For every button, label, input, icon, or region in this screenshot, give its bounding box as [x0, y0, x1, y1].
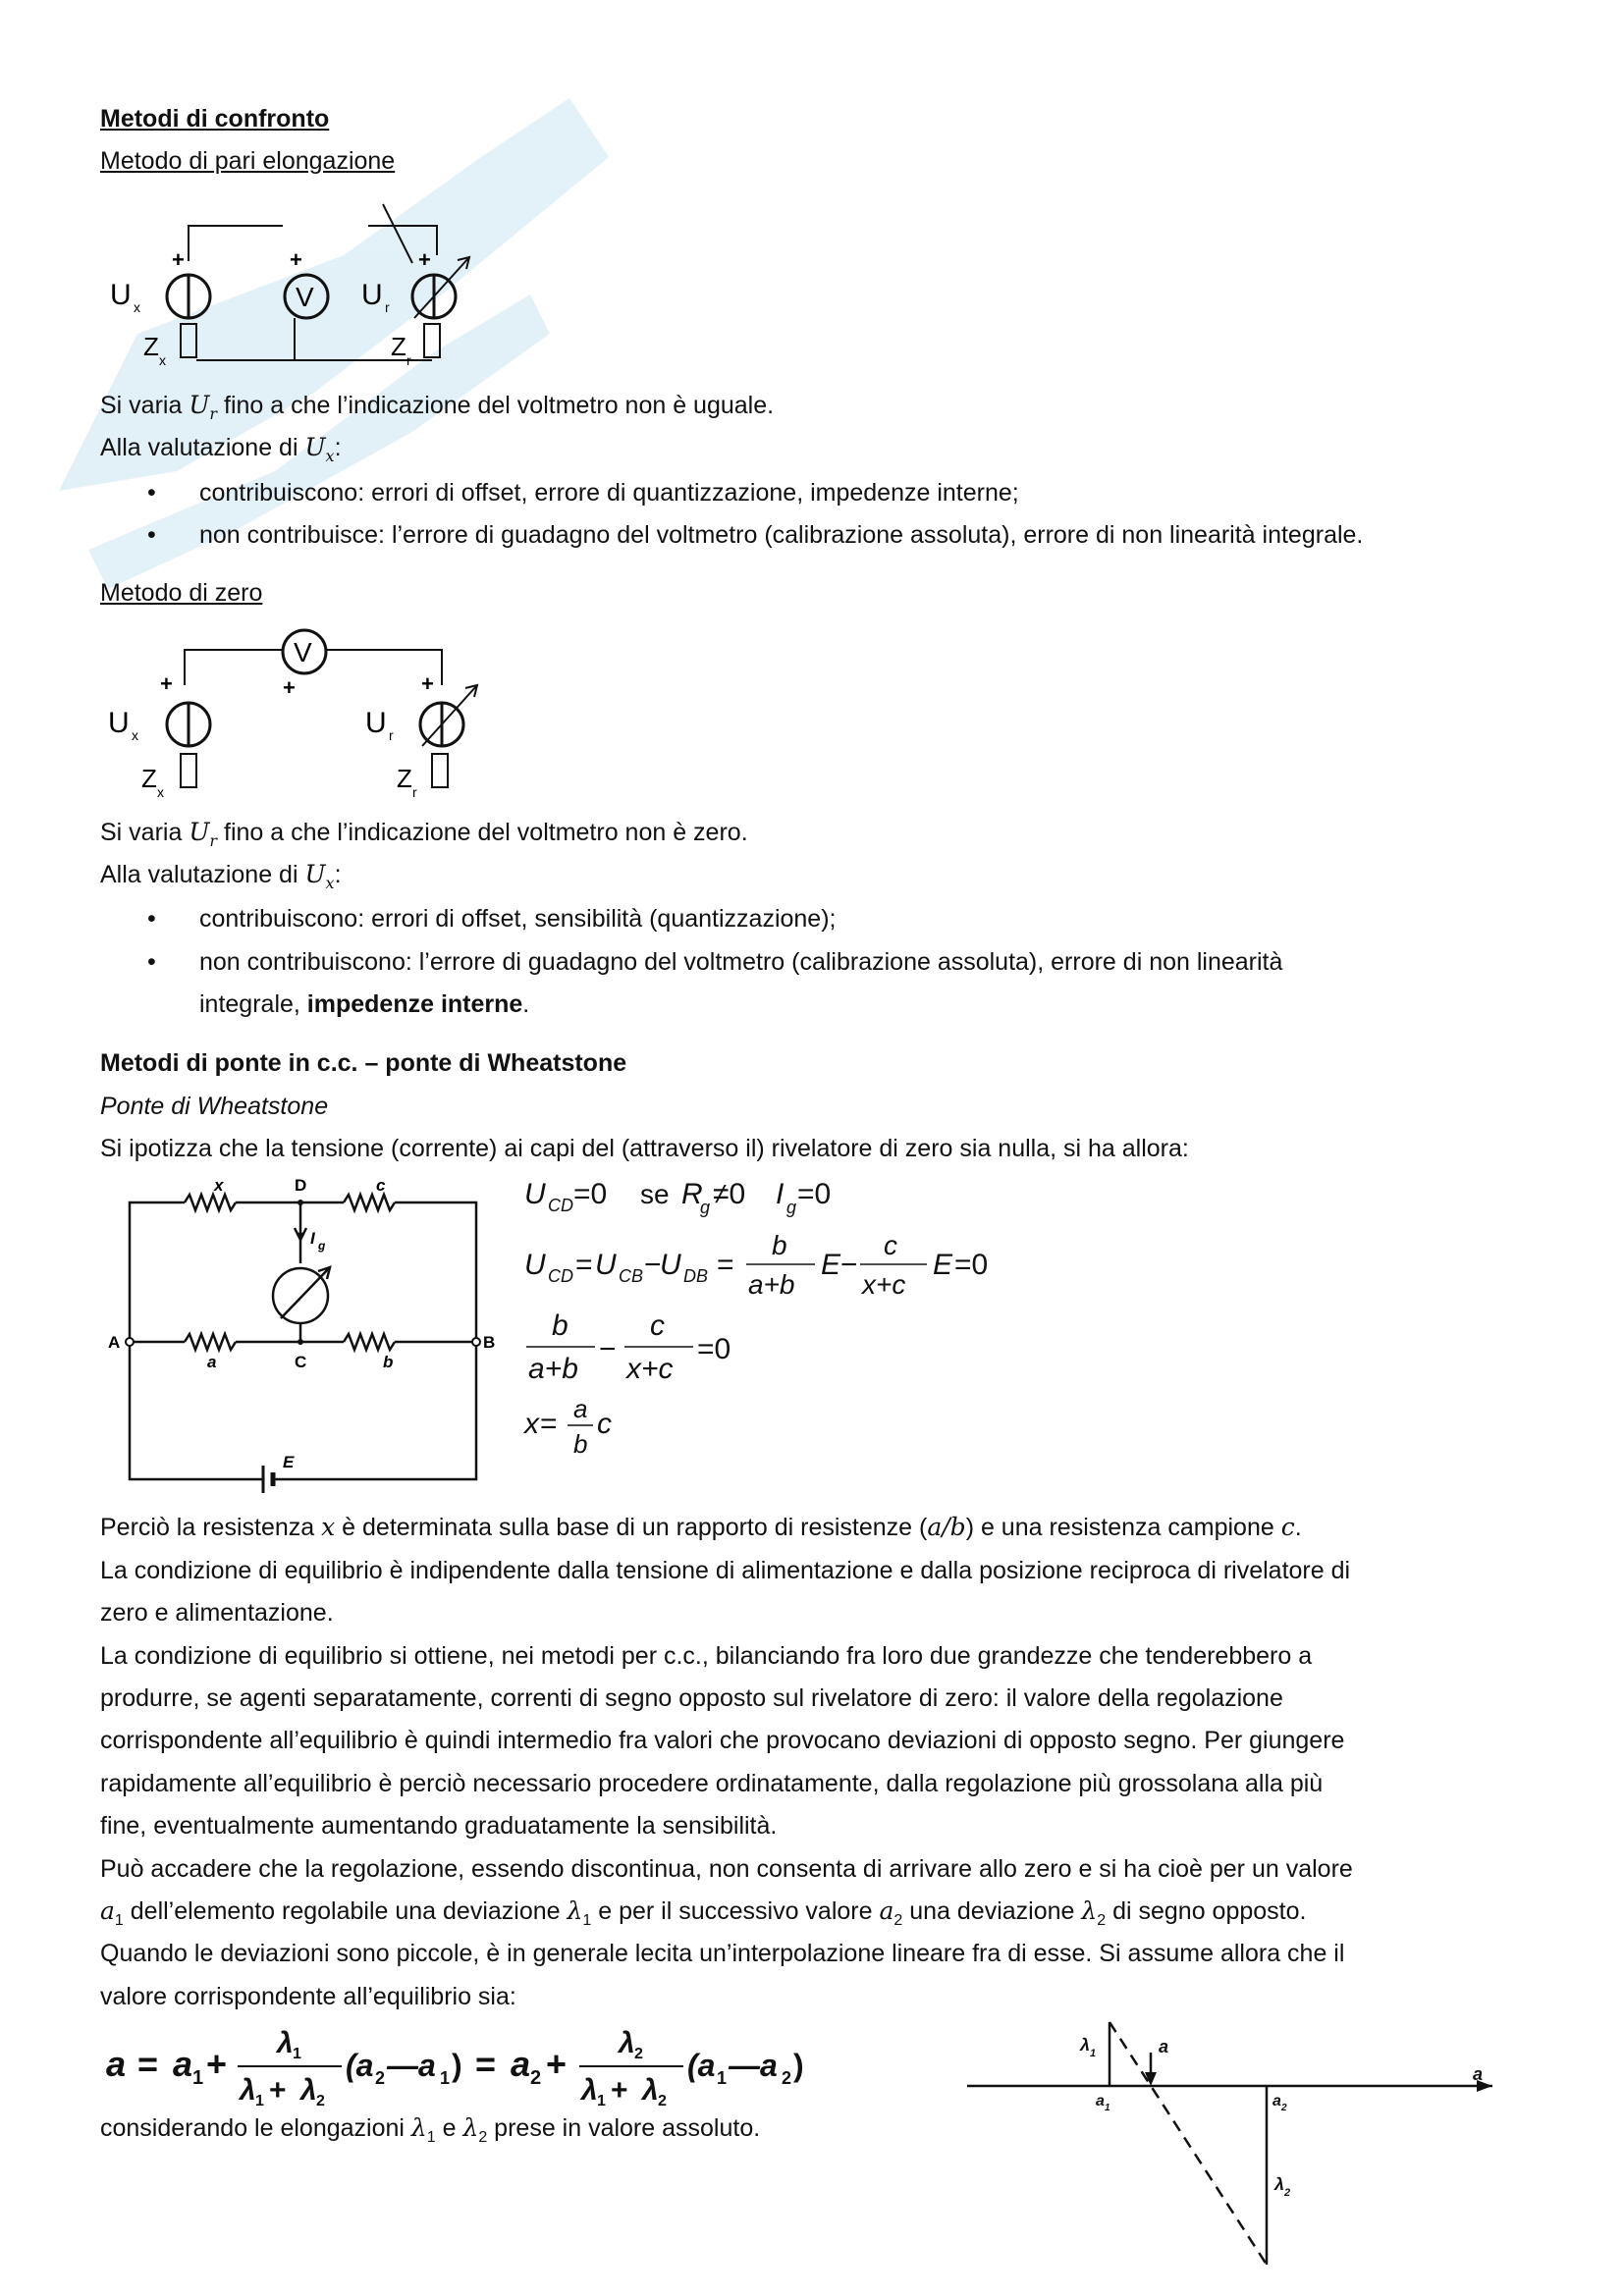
zx-label: Z [141, 764, 157, 793]
svg-text:U: U [524, 1178, 546, 1210]
zr-sub: r [406, 352, 411, 368]
svg-text:E: E [821, 1249, 841, 1281]
interpolation-graph [962, 2007, 1512, 2282]
paragraph-line: considerando le elongazioni $\lambda_1$ e $\lambda_2$ prese in valore assoluto. [100, 2113, 761, 2146]
svg-text:λ: λ [1274, 2174, 1285, 2194]
resistor-x-label: x [214, 1176, 224, 1195]
node-b-label: B [483, 1333, 496, 1352]
bridge-equations [511, 1168, 1021, 1472]
svg-text:2: 2 [1281, 2103, 1287, 2113]
svg-text:U: U [660, 1249, 681, 1281]
node-a-label: A [108, 1333, 121, 1352]
plus-sign: + [172, 247, 185, 272]
ux-label: U [108, 707, 130, 739]
svg-text:a+b: a+b [748, 1269, 795, 1300]
zr-label: Z [397, 764, 412, 793]
svg-text:se: se [640, 1179, 670, 1209]
plus-sign: + [283, 675, 296, 700]
svg-text:=: = [717, 1249, 734, 1281]
node-c-label: C [295, 1353, 307, 1371]
svg-text:c: c [650, 1309, 665, 1342]
svg-text:2: 2 [782, 2068, 792, 2088]
svg-text:U: U [524, 1249, 546, 1281]
ur-label: U [361, 279, 383, 311]
wheatstone-bridge-diagram [98, 1173, 496, 1497]
svg-text:E: E [933, 1249, 953, 1281]
svg-text:g: g [700, 1198, 711, 1217]
bullet-dot: • [147, 948, 156, 976]
svg-text:U: U [595, 1249, 617, 1281]
plus-sign: + [290, 247, 302, 272]
svg-text:a: a [1272, 2093, 1281, 2109]
source-e-label: E [283, 1453, 295, 1471]
svg-text:x+c: x+c [862, 1269, 906, 1300]
svg-text:x+c: x+c [626, 1353, 674, 1385]
text-line: Alla valutazione di $U_x$: [100, 860, 342, 892]
svg-text:a: a [106, 2044, 127, 2084]
svg-text:b: b [573, 1429, 588, 1459]
svg-text:1: 1 [192, 2067, 204, 2089]
resistor-a-label: a [207, 1353, 217, 1371]
current-ig-label: I [310, 1229, 315, 1248]
resistor-c-label: c [376, 1176, 386, 1195]
svg-text:λ: λ [240, 2074, 256, 2107]
voltmeter-label: V [294, 637, 312, 667]
zr-label: Z [391, 332, 406, 361]
svg-text:1: 1 [1105, 2103, 1110, 2113]
section-title: Metodi di confronto [100, 105, 330, 133]
svg-text:+: + [546, 2044, 568, 2084]
paragraph-line: La condizione di equilibrio è indipendente dalla tensione di alimentazione e dalla posizione reciproca di rivelatore di [100, 1557, 1351, 1584]
method-subtitle: Metodo di pari elongazione [100, 147, 396, 175]
svg-text:c: c [884, 1230, 897, 1260]
svg-text:λ: λ [619, 2027, 635, 2059]
svg-text:(a: (a [346, 2048, 374, 2083]
svg-text:R: R [681, 1178, 703, 1210]
voltmeter-label: V [296, 282, 314, 312]
svg-text:a: a [1473, 2064, 1484, 2084]
paragraph-line: corrispondente all’equilibrio è quindi intermedio fra valori che provocano deviazioni di opposto segno. Per giungere [100, 1727, 1345, 1754]
svg-text:(a: (a [687, 2048, 716, 2083]
paragraph-line: produrre, se agenti separatamente, correnti di segno opposto sul rivelatore di zero: il valore della regolazione [100, 1684, 1283, 1712]
svg-text:2: 2 [658, 2093, 667, 2109]
svg-text:CD: CD [548, 1266, 573, 1286]
ur-label: U [365, 707, 387, 739]
paragraph-line: Quando le deviazioni sono piccole, è in generale lecita un’interpolazione lineare fra di esse. Si assume allora che il [100, 1940, 1345, 1967]
plus-sign: + [421, 671, 434, 696]
svg-text:−: − [644, 1249, 662, 1281]
svg-text:2: 2 [375, 2068, 386, 2088]
ur-sub: r [385, 299, 390, 315]
plus-sign: + [418, 247, 431, 272]
text-line: Si varia $U_r$ fino a che l’indicazione del voltmetro non è uguale. [100, 391, 775, 423]
svg-text:λ: λ [581, 2074, 598, 2107]
svg-text:a: a [173, 2044, 193, 2084]
svg-text:CD: CD [548, 1196, 573, 1215]
svg-text:2: 2 [634, 2046, 643, 2062]
bullet-dot: • [147, 905, 156, 933]
paragraph-line: valore corrispondente all’equilibrio sia: [100, 1983, 516, 2010]
svg-text:1: 1 [255, 2093, 264, 2109]
svg-text:a: a [511, 2044, 531, 2084]
svg-text:DB: DB [683, 1266, 709, 1286]
ux-label: U [110, 279, 132, 311]
circuit-equal-deflection [98, 187, 511, 373]
paragraph-line: zero e alimentazione. [100, 1599, 334, 1627]
svg-text:=0: =0 [797, 1178, 832, 1210]
svg-text:=: = [575, 1249, 593, 1281]
zx-label: Z [143, 332, 159, 361]
svg-text:≠0: ≠0 [713, 1178, 746, 1210]
bullet-text: integrale, impedenze interne. [199, 990, 530, 1018]
bullet-text: non contribuisce: l’errore di guadagno del voltmetro (calibrazione assoluta), errore di non linearità integrale. [199, 521, 1364, 549]
circuit-zero-method [98, 618, 511, 805]
svg-text:a+b: a+b [528, 1353, 578, 1385]
text-line: Alla valutazione di $U_x$: [100, 433, 342, 465]
svg-text:−: − [840, 1249, 858, 1281]
svg-text:b: b [552, 1309, 568, 1342]
method-subtitle: Metodo di zero [100, 579, 263, 607]
node-d-label: D [295, 1176, 307, 1195]
svg-text:λ: λ [642, 2074, 659, 2107]
svg-text:2: 2 [1284, 2187, 1291, 2199]
svg-text:x: x [524, 1408, 539, 1440]
interpolation-formula [98, 2017, 884, 2115]
zx-sub: x [157, 784, 164, 800]
bullet-dot: • [147, 521, 156, 549]
svg-text:=0: =0 [697, 1333, 731, 1365]
paragraph-line: rapidamente all’equilibrio è perciò necessario procedere ordinatamente, dalla regolazione più grossolana alla più [100, 1770, 1324, 1797]
svg-text:a: a [1159, 2037, 1169, 2056]
svg-text:=0: =0 [573, 1178, 608, 1210]
svg-text:+: + [206, 2044, 228, 2084]
svg-text:1: 1 [597, 2093, 606, 2109]
svg-text:1: 1 [440, 2068, 451, 2088]
paragraph-line: Può accadere che la regolazione, essendo discontinua, non consenta di arrivare allo zero e si ha cioè per un valore [100, 1855, 1353, 1883]
paragraph-line: Perciò la resistenza x è determinata sulla base di un rapporto di resistenze (a/b) e una resistenza campione c. [100, 1513, 1302, 1541]
section-title: Metodi di ponte in c.c. – ponte di Wheatstone [100, 1049, 627, 1077]
svg-text:a: a [573, 1394, 588, 1423]
svg-text:c: c [597, 1408, 612, 1440]
svg-text:=: = [540, 1408, 558, 1440]
svg-text:+: + [611, 2074, 628, 2107]
bullet-text: contribuiscono: errori di offset, sensibilità (quantizzazione); [199, 905, 837, 933]
resistor-b-label: b [383, 1353, 394, 1371]
method-subtitle: Ponte di Wheatstone [100, 1093, 329, 1120]
svg-text:=: = [137, 2044, 159, 2084]
svg-text:I: I [776, 1178, 785, 1210]
text-line: Si varia $U_r$ fino a che l’indicazione del voltmetro non è zero. [100, 818, 748, 850]
svg-text:2: 2 [530, 2067, 542, 2089]
svg-text:1: 1 [293, 2046, 301, 2062]
ux-sub: x [132, 727, 138, 743]
svg-text:=0: =0 [954, 1249, 989, 1281]
svg-text:1: 1 [717, 2068, 728, 2088]
plus-sign: + [160, 671, 173, 696]
svg-text:g: g [786, 1198, 797, 1217]
svg-text:—a: —a [387, 2048, 436, 2083]
paragraph-line: fine, eventualmente aumentando graduatamente la sensibilità. [100, 1812, 778, 1840]
svg-text:CB: CB [619, 1266, 644, 1286]
svg-text:λ: λ [1080, 2035, 1091, 2055]
zr-sub: r [412, 784, 417, 800]
svg-text:+: + [269, 2074, 287, 2107]
svg-text:λ: λ [277, 2027, 294, 2059]
bullet-text: non contribuiscono: l’errore di guadagno del voltmetro (calibrazione assoluta), errore di non linearità [199, 948, 1283, 976]
svg-text:λ: λ [300, 2074, 317, 2107]
paragraph-line: La condizione di equilibrio si ottiene, nei metodi per c.c., bilanciando fra loro due grandezze che tenderebbero a [100, 1642, 1313, 1670]
svg-text:): ) [452, 2048, 462, 2083]
zx-sub: x [159, 352, 166, 368]
current-ig-sub: g [318, 1239, 326, 1253]
svg-text:a: a [1096, 2093, 1105, 2109]
svg-text:—a: —a [729, 2048, 778, 2083]
bullet-dot: • [147, 479, 156, 507]
paragraph-line: $a_1$ dell’elemento regolabile una deviazione $\lambda_1$ e per il successivo valore $a_2$ una deviazione $\lambda_2$ di segno opposto. [100, 1896, 1307, 1929]
svg-text:): ) [793, 2048, 804, 2083]
ux-sub: x [134, 299, 140, 315]
ur-sub: r [389, 727, 394, 743]
svg-text:b: b [772, 1230, 787, 1260]
svg-text:1: 1 [1090, 2048, 1097, 2059]
svg-text:−: − [599, 1333, 617, 1365]
svg-text:2: 2 [316, 2093, 325, 2109]
svg-text:=: = [475, 2044, 497, 2084]
bullet-text: contribuiscono: errori di offset, errore di quantizzazione, impedenze interne; [199, 479, 1019, 507]
intro-text: Si ipotizza che la tensione (corrente) ai capi del (attraverso il) rivelatore di zero sia nulla, si ha allora: [100, 1135, 1189, 1162]
